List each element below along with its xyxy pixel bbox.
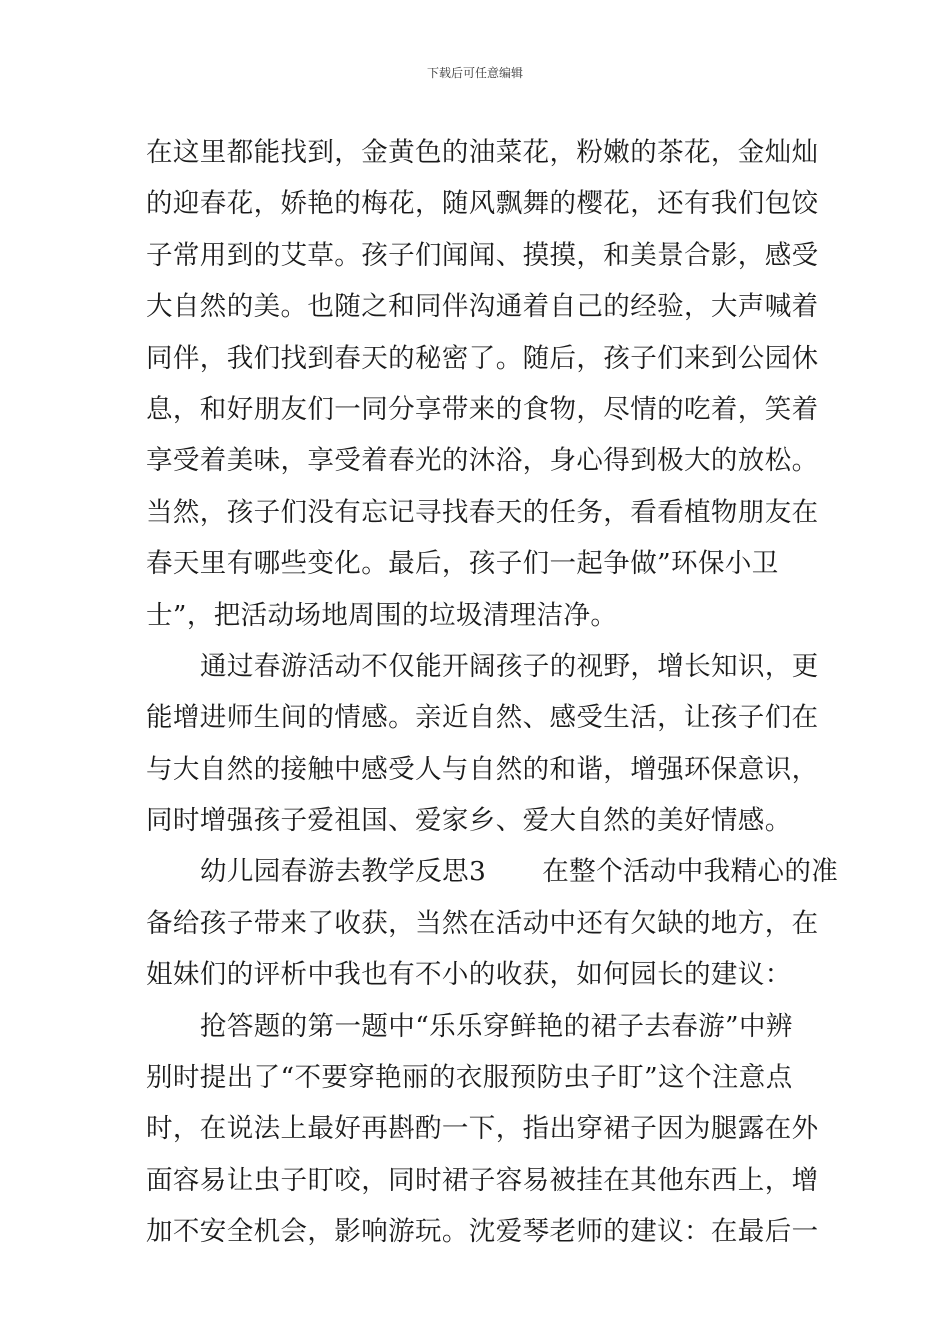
text-line: 息，和好朋友们一同分享带来的食物，尽情的吃着，笑着: [146, 393, 819, 425]
text-line: 当然，孩子们没有忘记寻找春天的任务，看看植物朋友在: [146, 496, 819, 528]
text-line: 大自然的美。也随之和同伴沟通着自己的经验，大声喊着: [146, 291, 819, 323]
text-line: 加不安全机会，影响游玩。沈爱琴老师的建议：在最后一: [146, 1216, 819, 1248]
section-lead-text: 在整个活动中我精心的准: [542, 856, 839, 888]
text-line: 面容易让虫子盯咬，同时裙子容易被挂在其他东西上，增: [146, 1164, 819, 1196]
text-line: 姐妹们的评析中我也有不小的收获，如何园长的建议：: [146, 959, 792, 991]
section-heading-line: [146, 846, 839, 897]
text-line: 的迎春花，娇艳的梅花，随风飘舞的樱花，还有我们包饺: [146, 188, 819, 220]
section-heading: 幼儿园春游去教学反思3: [200, 856, 487, 888]
text-line: 能增进师生间的情感。亲近自然、感受生活，让孩子们在: [146, 702, 819, 734]
text-line: 别时提出了“不要穿艳丽的衣服预防虫子盯”这个注意点: [146, 1062, 793, 1094]
page-header: 下载后可任意编辑: [426, 66, 523, 80]
text-line: 在这里都能找到，金黄色的油菜花，粉嫩的茶花，金灿灿: [146, 137, 819, 168]
text-line: 与大自然的接触中感受人与自然的和谐，增强环保意识，: [146, 753, 819, 785]
text-line: 同伴，我们找到春天的秘密了。随后，孩子们来到公园休: [146, 342, 819, 374]
text-line: 同时增强孩子爱祖国、爱家乡、爱大自然的美好情感。: [146, 805, 792, 837]
text-line: 备给孩子带来了收获，当然在活动中还有欠缺的地方，在: [146, 907, 819, 939]
text-line: 时，在说法上最好再斟酌一下，指出穿裙子因为腿露在外: [146, 1113, 819, 1145]
text-line: 享受着美味，享受着春光的沐浴，身心得到极大的放松。: [146, 445, 819, 477]
text-line: 子常用到的艾草。孩子们闻闻、摸摸，和美景合影，感受: [146, 239, 819, 271]
paragraph-first-line: 通过春游活动不仅能开阔孩子的视野，增长知识，更: [200, 650, 819, 682]
text-line: 士”，把活动场地周围的垃圾清理洁净。: [146, 599, 618, 631]
text-line: 春天里有哪些变化。最后，孩子们一起争做”环保小卫: [146, 548, 779, 580]
paragraph-first-line: 抢答题的第一题中“乐乐穿鲜艳的裙子去春游”中辨: [200, 1010, 793, 1042]
document-body: [146, 127, 839, 1258]
